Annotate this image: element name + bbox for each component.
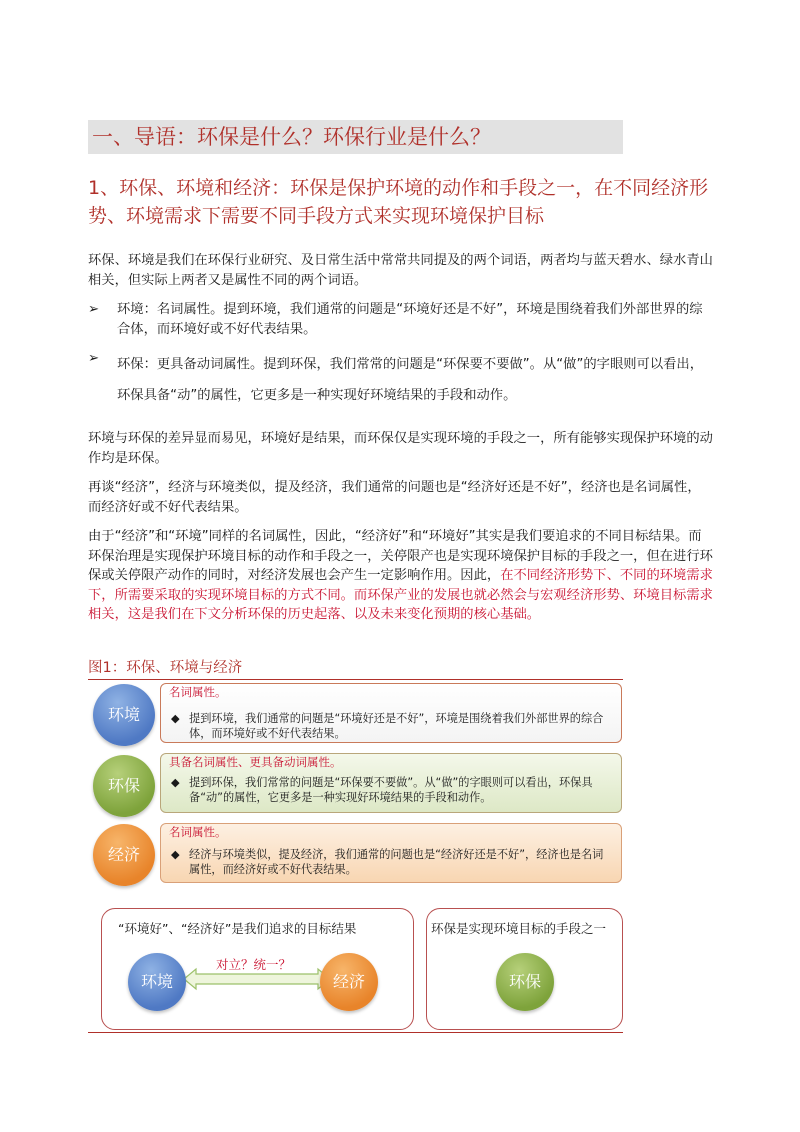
goals-panel [101,908,414,1030]
economy-paragraph: 再谈“经济”，经济与环境类似，提及经济，我们通常的问题也是“经济好还是不好”，经济也是名词属性，而经济好或不好代表结果。 [88,480,701,515]
arrow-bullet-icon: ➢ [88,351,100,366]
section-heading: 一、导语：环保是什么？环保行业是什么？ [88,120,623,154]
definition-title: 名词属性。 [169,825,227,839]
figure-top-rule [88,679,623,680]
conclusion-highlight: 在不同经济形势下、不同的环境需求下，所需要采取的实现环境目标的方式不同。而环保产业的发展也就必然会与宏观经济形势、环境目标需求相关，这是我们在下文分析环保的历史起落、以及未来变化预期的核心基础。 [88,568,713,622]
circle-economy-goal: 经济 [320,953,378,1011]
definition-line [169,847,613,877]
bullet-environmental-protection [88,349,713,411]
subsection-heading: 1、环保、环境和经济：环保是保护环境的动作和手段之一，在不同经济形势、环境需求下需要不同手段方式来实现环境保护目标 [88,177,709,227]
definition-line [169,775,613,805]
circle-environment-goal: 环境 [128,953,186,1011]
definition-box-environment [160,683,622,743]
means-panel-title: 环保是实现环境目标的手段之一 [431,921,607,936]
definition-line [169,711,613,741]
circle-environmental-protection: 环保 [93,755,155,817]
goals-panel-title: “环境好”、“经济好”是我们追求的目标结果 [118,921,357,936]
definition-box-economy [160,823,622,883]
arrow-bullet-icon: ➢ [88,302,100,317]
diamond-bullet-icon: ◆ [171,776,180,789]
figure-bottom-rule [88,1032,623,1033]
conclusion-text: 由于“经济”和“环境”同样的名词属性，因此，“经济好”和“环境好”其实是我们要追求的不同目标结果。而环保治理是实现保护环境目标的动作和手段之一，关停限产也是实现环境保护目标的手段之一，但在进行环保或关停限产动作的同时，对经济发展也会产生一定影响作用。因此， [88,529,713,583]
bullet-text: 环境：名词属性。提到环境，我们通常的问题是“环境好还是不好”，环境是围绕着我们外部世界的综合体，而环境好或不好代表结果。 [117,302,703,337]
difference-paragraph: 环境与环保的差异显而易见，环境好是结果，而环保仅是实现环境的手段之一，所有能够实现保护环境的动作均是环保。 [88,431,713,466]
conflict-label: 对立？统一？ [216,957,292,972]
figure-caption: 图1：环保、环境与经济 [88,660,243,676]
means-panel [426,908,623,1030]
definition-title: 具备名词属性、更具备动词属性。 [169,755,342,769]
conclusion-paragraph [88,527,713,625]
circle-economy: 经济 [93,824,155,886]
circle-environmental-protection-means: 环保 [496,953,554,1011]
bullet-environment [88,300,713,339]
definition-box-environmental-protection [160,753,622,813]
circle-environment: 环境 [93,684,155,746]
definition-text: 提到环保，我们常常的问题是“环保要不要做”。从“做”的字眼则可以看出，环保具备“动”的属性，它更多是一种实现好环境结果的手段和动作。 [189,776,593,804]
definition-title: 名词属性。 [169,685,227,699]
intro-paragraph: 环保、环境是我们在环保行业研究、及日常生活中常常共同提及的两个词语，两者均与蓝天碧水、绿水青山相关，但实际上两者又是属性不同的两个词语。 [88,253,713,288]
diamond-bullet-icon: ◆ [171,848,180,861]
definition-text: 提到环境，我们通常的问题是“环境好还是不好”，环境是围绕着我们外部世界的综合体，而环境好或不好代表结果。 [189,712,604,740]
diamond-bullet-icon: ◆ [171,712,180,725]
bullet-text: 环保：更具备动词属性。提到环保，我们常常的问题是“环保要不要做”。从“做”的字眼则可以看出，环保具备“动”的属性，它更多是一种实现好环境结果的手段和动作。 [117,357,704,403]
definition-text: 经济与环境类似，提及经济，我们通常的问题也是“经济好还是不好”，经济也是名词属性，而经济好或不好代表结果。 [189,848,604,876]
